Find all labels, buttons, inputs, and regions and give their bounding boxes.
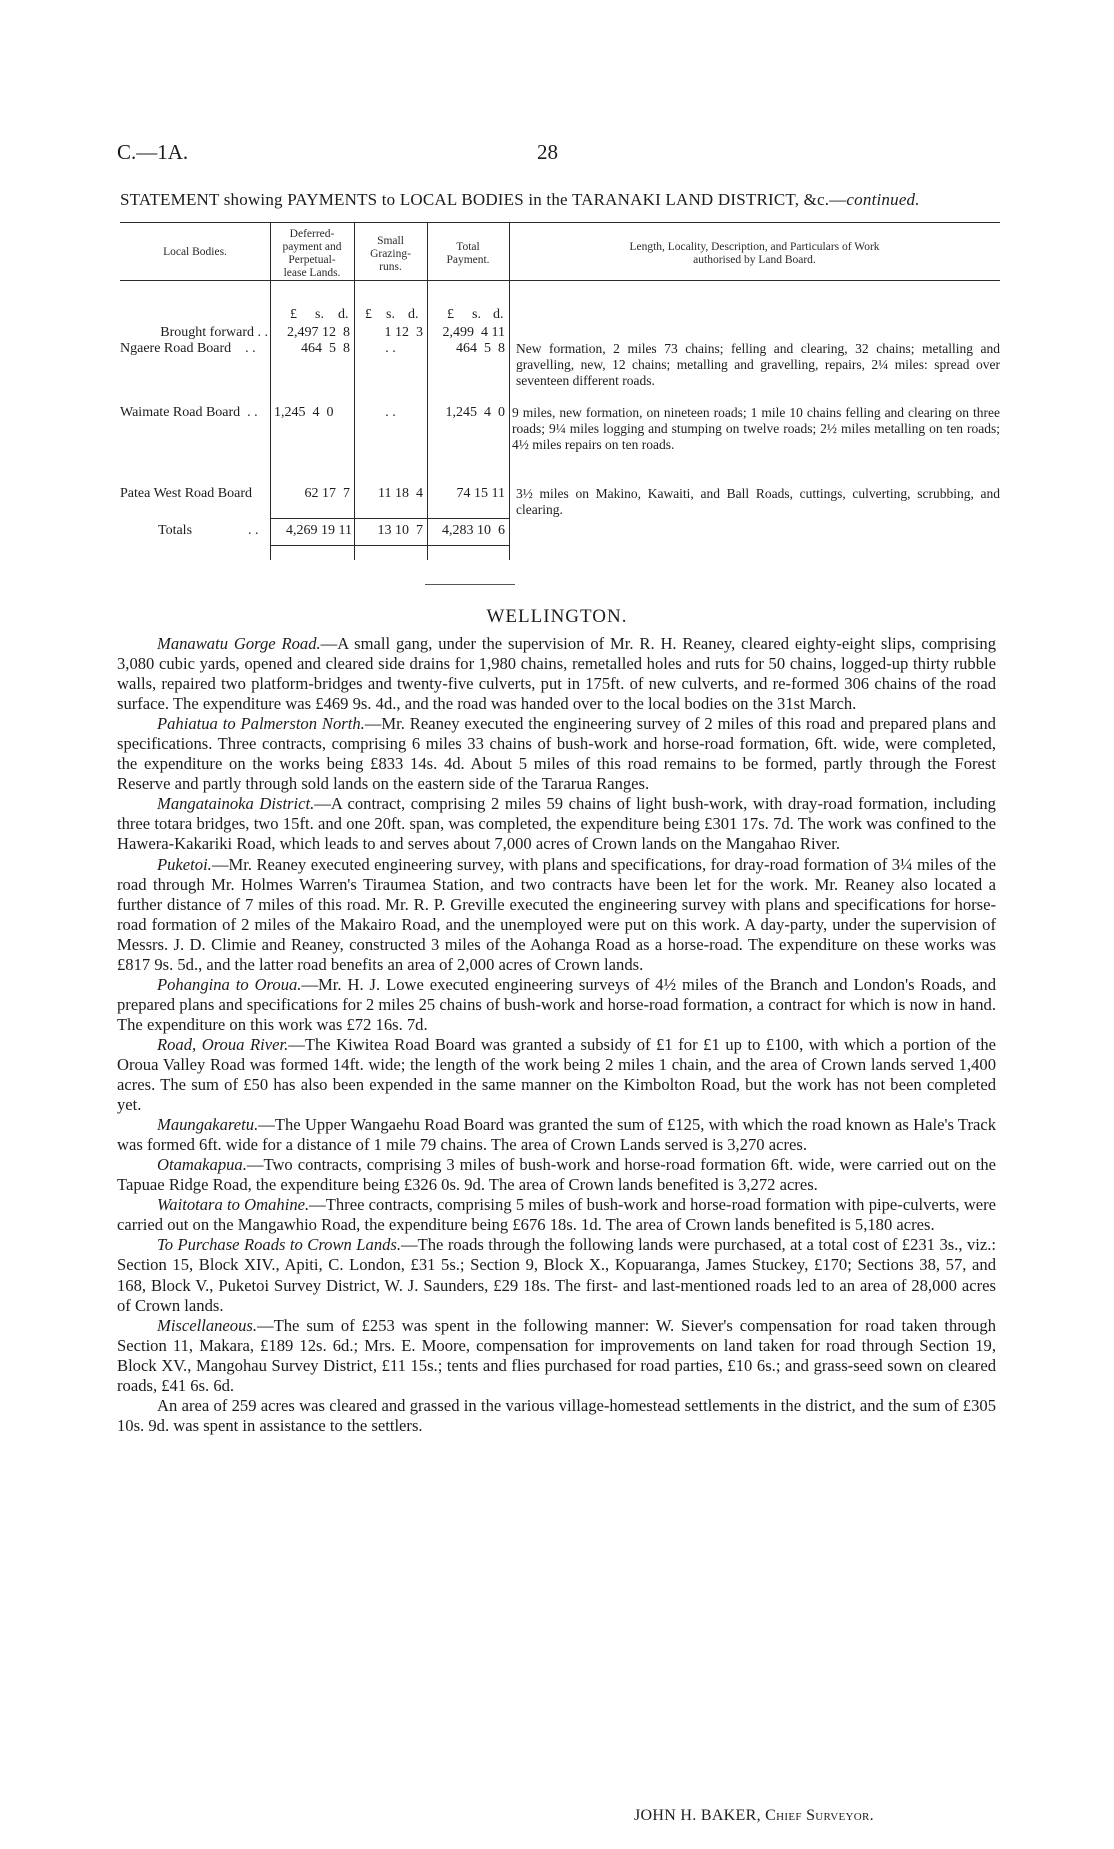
paragraph-title: Pahiatua to Palmerston North. xyxy=(157,714,365,734)
totals-small-grazing: 13 10 7 xyxy=(377,523,423,538)
row-local-body: Waimate Road Board . . xyxy=(120,405,258,420)
row-deferred: 1,245 4 0 xyxy=(274,405,334,420)
header-total-payment xyxy=(427,241,509,267)
column-rule xyxy=(509,222,510,560)
unit-pound: £ xyxy=(365,307,372,322)
paragraph-title: Maungakaretu. xyxy=(157,1115,259,1135)
paragraph-title: To Purchase Roads to Crown Lands. xyxy=(157,1235,402,1255)
paragraph-title: Otamakapua. xyxy=(157,1155,247,1175)
paragraph-title: Manawatu Gorge Road. xyxy=(157,634,321,653)
header-line: Small xyxy=(377,235,404,247)
paragraph-title: Pohangina to Oroua. xyxy=(157,974,302,994)
row-small-grazing: 11 18 4 xyxy=(378,486,423,501)
header-local-bodies: Local Bodies. xyxy=(163,246,227,258)
row-total: 2,499 4 11 xyxy=(442,325,505,340)
paragraph xyxy=(117,714,996,794)
unit-pound: £ xyxy=(290,307,297,322)
row-deferred: 464 5 8 xyxy=(301,341,350,356)
paragraph-title: Road, Oroua River. xyxy=(157,1034,289,1054)
unit-shilling: s. xyxy=(386,307,395,322)
row-deferred: 62 17 7 xyxy=(304,486,350,501)
section-divider xyxy=(425,584,515,585)
row-total: 74 15 11 xyxy=(456,486,505,501)
paragraph-text: —Mr. Reaney executed engineering survey, with plans and specifications, for dray-road formation of 3¼ miles of the road through Mr. Holmes Warren's Tiraumea Station, and two contracts have been let for the work. Mr. Reaney also located a further distance of 7 miles of this road. Mr. R. P. Greville executed the engineering survey with plans and specifications for horse-road formation of 2 miles of the Makairo Road, and the unemployed were put on this work. A day-party, under the supervision of Messrs. J. D. Climie and Reaney, constructed 3 miles of the Aohanga Road as a horse-road. The expenditure on these works was £817 9s. 5d., and the latter road benefits an area of 2,000 acres of Crown lands. xyxy=(117,854,996,974)
paragraph-title: Puketoi. xyxy=(157,854,212,874)
paragraph-text: —The Kiwitea Road Board was granted a subsidy of £1 for £1 up to £100, with which a portion of the Oroua Valley Road was formed 14ft. wide; the length of the work being 2 miles 1 chain, and the area of Crown lands served 1,400 acres. The sum of £50 has also been expended in the same manner on the Kimbolton Road, but the work has not been completed yet. xyxy=(117,1034,996,1115)
statement-title-continued: continued. xyxy=(846,190,920,209)
row-total: 464 5 8 xyxy=(456,341,505,356)
row-small-grazing: 1 12 3 xyxy=(384,325,423,340)
paragraph-text: An area of 259 acres was cleared and grassed in the various village-homestead settlements in the district, and the sum of £305 10s. 9d. was spent in assistance to the settlers. xyxy=(117,1395,996,1435)
row-local-body: Brought forward . . xyxy=(160,325,268,340)
statement-title xyxy=(120,190,1000,210)
unit-shilling: s. xyxy=(472,307,481,322)
payments-table xyxy=(120,222,1000,562)
row-local-body: Patea West Road Board xyxy=(120,486,252,501)
paragraph xyxy=(117,1155,996,1195)
paragraph-title: Miscellaneous. xyxy=(157,1315,258,1335)
table-header-rule xyxy=(120,280,1000,281)
header-line: Total xyxy=(456,241,480,253)
paragraph-text: —Three contracts, comprising 5 miles of bush-work and horse-road formation with pipe-culverts, were carried out on the Mangawhio Road, the expenditure being £676 18s. 1d. The area of Crown lands benefited is 5,180 acres. xyxy=(117,1195,996,1235)
document-reference: C.—1A. xyxy=(117,140,189,164)
header-line: lease Lands. xyxy=(283,267,341,279)
paragraph-title: Mangatainoka District. xyxy=(157,794,315,814)
paragraph xyxy=(117,1316,996,1396)
header-line: Payment. xyxy=(446,254,490,266)
row-description: New formation, 2 miles 73 chains; felling and clearing, 32 chains; metalling and gravelling, new, 12 chains; metalling and gravelling, repairs, 2¼ miles: spread over seventeen different roads. xyxy=(516,341,1000,389)
header-line: Deferred- xyxy=(289,228,335,240)
paragraph xyxy=(117,634,996,714)
paragraph-text: —A small gang, under the supervision of Mr. R. H. Reaney, cleared eighty-eight slips, comprising 3,080 cubic yards, opened and cleared side drains for 1,980 chains, remetalled holes and ruts for 50 chains, logged-up thirty rubble walls, repaired two platform-bridges and twenty-five culverts, put in 175ft. of new culverts, and re-formed 306 chains of the road surface. The expenditure was £469 9s. 4d., and the road was handed over to the local bodies on the 31st March. xyxy=(117,634,996,714)
paragraph xyxy=(117,975,996,1035)
unit-pence: d. xyxy=(493,307,504,322)
paragraph xyxy=(117,1396,996,1436)
header-line: payment and xyxy=(282,241,342,253)
paragraph xyxy=(117,1235,996,1315)
row-description: 3½ miles on Makino, Kawaiti, and Ball Roads, cuttings, culverting, scrubbing, and clearing. xyxy=(516,486,1000,518)
column-rule xyxy=(427,222,428,560)
header-line: runs. xyxy=(379,261,402,273)
paragraph-text: —A contract, comprising 2 miles 59 chains of light bush-work, with dray-road formation, including three totara bridges, two 15ft. and one 20ft. span, was completed, the expenditure being £301 17s. 7d. The work was confined to the Hawera-Kakariki Road, which leads to and serves about 7,000 acres of Crown lands on the Mangahao River. xyxy=(117,794,996,854)
row-local-body: Ngaere Road Board . . xyxy=(120,341,256,356)
paragraph xyxy=(117,1035,996,1115)
totals-bottom-rule xyxy=(270,545,510,546)
header-line: authorised by Land Board. xyxy=(693,254,816,266)
row-deferred: 2,497 12 8 xyxy=(287,325,350,340)
signature: JOHN H. BAKER, Chief Surveyor. xyxy=(634,1807,874,1824)
row-small-grazing: . . xyxy=(385,341,396,356)
wellington-report xyxy=(117,634,996,1436)
header-line: Length, Locality, Description, and Particulars of Work xyxy=(629,241,880,253)
paragraph-text: —The Upper Wangaehu Road Board was granted the sum of £125, with which the road known as Hale's Track was formed 6ft. wide for a distance of 1 mile 79 chains. The area of Crown Lands served is 3,270 acres. xyxy=(117,1115,996,1155)
paragraph-title: Waitotara to Omahine. xyxy=(157,1195,310,1215)
paragraph-text: —Mr. Reaney executed the engineering survey of 2 miles of this road and prepared plans and specifications. Three contracts, comprising 6 miles 33 chains of bush-work and horse-road formation, 6ft. wide, were completed, the expenditure on the works being £833 14s. 4d. About 5 miles of this road remains to be formed, partly through the Forest Reserve and partly through sold lands on the eastern side of the Tararua Ranges. xyxy=(117,714,996,794)
header-length-locality xyxy=(509,241,1000,267)
totals-total: 4,283 10 6 xyxy=(442,523,505,538)
section-heading-wellington: WELLINGTON. xyxy=(486,606,628,627)
unit-pence: d. xyxy=(338,307,349,322)
paragraph xyxy=(117,855,996,975)
paragraph xyxy=(117,1195,996,1235)
totals-dots: . . xyxy=(248,523,259,538)
paragraph xyxy=(117,1115,996,1155)
unit-pence: d. xyxy=(408,307,419,322)
row-small-grazing: . . xyxy=(385,405,396,420)
paragraph-text: —Two contracts, comprising 3 miles of bush-work and horse-road formation 6ft. wide, were carried out on the Tapuae Ridge Road, the expenditure being £326 0s. 9d. The area of Crown lands benefited is 3,272 acres. xyxy=(117,1155,996,1195)
statement-title-main: STATEMENT showing PAYMENTS to LOCAL BODIES in the TARANAKI LAND DISTRICT, &c.— xyxy=(120,190,847,209)
totals-label: Totals xyxy=(158,523,193,538)
totals-deferred: 4,269 19 11 xyxy=(286,523,352,538)
row-total: 1,245 4 0 xyxy=(445,405,505,420)
paragraph xyxy=(117,794,996,854)
header-line: Perpetual- xyxy=(288,254,336,266)
paragraph-text: —Mr. H. J. Lowe executed engineering surveys of 4½ miles of the Branch and London's Roads, and prepared plans and specifications for 2 miles 25 chains of bush-work and horse-road formation, a contract for which is now in hand. The expenditure on this work was £72 16s. 7d. xyxy=(117,974,996,1034)
totals-rule xyxy=(270,518,510,519)
row-description: 9 miles, new formation, on nineteen roads; 1 mile 10 chains felling and clearing on three roads; 9¼ miles logging and stumping on twelve roads; 2½ miles metalling on ten roads; 4½ miles repairs on ten roads. xyxy=(512,405,1000,453)
unit-shilling: s. xyxy=(315,307,324,322)
paragraph-text: —The roads through the following lands were purchased, at a total cost of £231 3s., viz.: Section 15, Block XIV., Apiti, C. London, £31 5s.; Section 9, Block X., Kopuaranga, James Stuckey, £170; Sections 38, 57, and 168, Block V., Puketoi Survey District, W. J. Saunders, £29 18s. The first- and last-mentioned roads led to an area of 28,000 acres of Crown lands. xyxy=(117,1235,996,1315)
page-number: 28 xyxy=(537,140,558,164)
unit-pound: £ xyxy=(447,307,454,322)
table-top-rule xyxy=(120,222,1000,223)
header-small-grazing xyxy=(354,235,427,274)
header-line: Grazing- xyxy=(370,248,411,260)
header-deferred-payment xyxy=(270,228,354,280)
paragraph-text: —The sum of £253 was spent in the following manner: W. Siever's compensation for road taken through Section 11, Makara, £189 12s. 6d.; Mrs. E. Moore, compensation for improvements on land taken for road through Section 19, Block XV., Mangohau Survey District, £11 15s.; tents and flies purchased for road parties, £10 6s.; and grass-seed sown on cleared roads, £41 6s. 6d. xyxy=(117,1315,996,1395)
